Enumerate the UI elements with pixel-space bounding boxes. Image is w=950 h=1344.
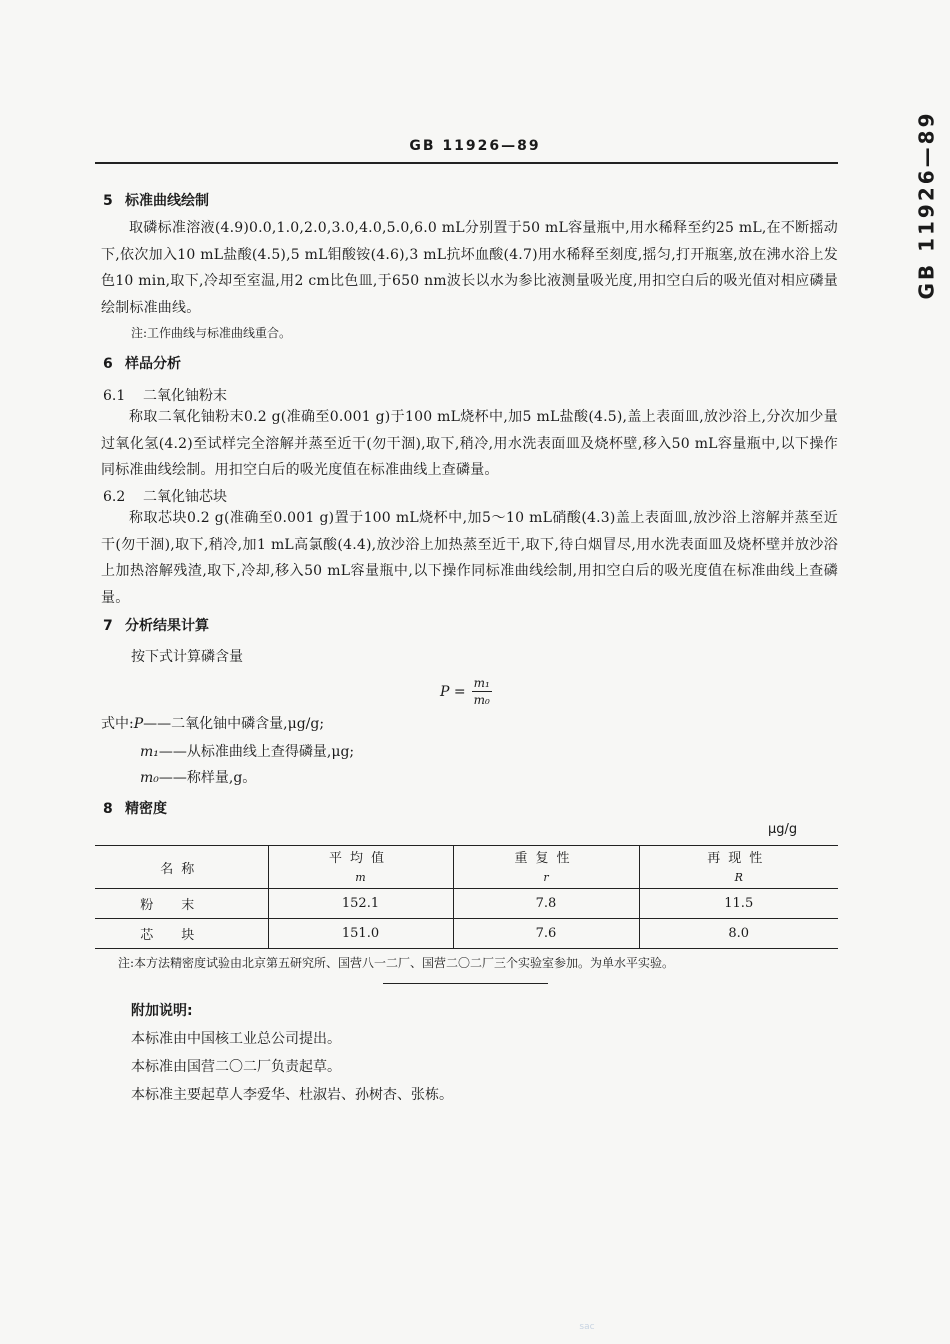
section-6-1-heading (103, 385, 227, 405)
section-6-number: 6 (103, 356, 113, 372)
section-7-intro: 按下式计算磷含量 (131, 649, 243, 665)
table-note: 注:本方法精密度试验由北京第五研究所、国营八一二厂、国营二〇二厂三个实验室参加。为单水平实验。 (118, 956, 675, 970)
section-7-title: 分析结果计算 (125, 618, 209, 634)
header-rule (95, 162, 838, 164)
row-reproducibility: 8.0 (639, 919, 838, 949)
col-header-reproducibility: 再现性 (639, 846, 838, 867)
section-6-2-heading (103, 486, 227, 506)
row-name: 芯块 (95, 919, 268, 949)
section-8-heading (103, 798, 167, 818)
row-repeatability: 7.6 (453, 919, 639, 949)
footer-rule (383, 983, 548, 984)
row-reproducibility: 11.5 (639, 889, 838, 919)
section-6-heading (103, 353, 181, 373)
col-header-name: 名称 (95, 846, 268, 889)
symbol-m1: m₁ (140, 744, 159, 760)
section-6-1-number: 6.1 (103, 388, 126, 404)
section-7-heading (103, 615, 209, 635)
symbol-p: P (133, 716, 144, 732)
row-name: 粉末 (95, 889, 268, 919)
side-standard-code (907, 110, 947, 300)
appendix (131, 997, 453, 1109)
col-symbol-R: R (639, 866, 838, 889)
col-symbol-m: m (268, 866, 453, 889)
section-8-title: 精密度 (125, 801, 167, 817)
symbol-p-desc: ——二氧化铀中磷含量,μg/g; (143, 716, 325, 732)
col-symbol-r: r (453, 866, 639, 889)
section-6-2-number: 6.2 (103, 489, 126, 505)
appendix-line-2: 本标准由国营二〇二厂负责起草。 (131, 1059, 341, 1075)
where-line-m1 (140, 741, 354, 761)
precision-table (95, 845, 838, 949)
section-8-number: 8 (103, 801, 113, 817)
where-lead: 式中: (101, 716, 134, 732)
formula-lhs: P = (440, 683, 466, 700)
table-row (95, 889, 838, 919)
watermark: sac (579, 1322, 595, 1332)
section-5-number: 5 (103, 193, 113, 209)
appendix-title: 附加说明: (131, 1003, 193, 1019)
section-5-paragraph: 取磷标准溶液(4.9)0.0,1.0,2.0,3.0,4.0,5.0,6.0 mL分别置于50 mL容量瓶中,用水稀释至约25 mL,在不断摇动下,依次加入10 mL盐酸(4.5),5 mL钼酸铵(4.6),3 mL抗坏血酸(4.7)用水稀释至刻度,摇匀,打开瓶塞,放在沸水浴上发色10 min,取下,冷却至室温,用2 cm比色皿,于650 nm波长以水为参比液测量吸光度,用扣空白后的吸光值对相应磷量绘制标准曲线。 (101, 220, 838, 316)
where-line-m0 (140, 767, 256, 787)
section-5-note: 注:工作曲线与标准曲线重合。 (131, 326, 292, 340)
appendix-line-1: 本标准由中国核工业总公司提出。 (131, 1031, 341, 1047)
col-header-mean: 平均值 (268, 846, 453, 867)
section-6-2-paragraph: 称取芯块0.2 g(准确至0.001 g)置于100 mL烧杯中,加5～10 mL硝酸(4.3)盖上表面皿,放沙浴上溶解并蒸至近干(勿干涸),取下,稍冷,加1 mL高氯酸(4.4),放沙浴上加热蒸至近干,取下,待白烟冒尽,用水洗表面皿及烧杯壁并放沙浴上加热溶解残渣,取下,冷却,移入50 mL容量瓶中,以下操作同标准曲线绘制,用扣空白后的吸光度值在标准曲线上查磷量。 (101, 510, 838, 606)
table-unit: μg/g (768, 822, 798, 837)
row-repeatability: 7.8 (453, 889, 639, 919)
row-mean: 152.1 (268, 889, 453, 919)
col-header-repeatability: 重复性 (453, 846, 639, 867)
side-standard-code-text: GB 11926—89 (915, 110, 940, 300)
section-6-1-title: 二氧化铀粉末 (143, 388, 227, 404)
where-line-p (101, 713, 324, 733)
symbol-m1-desc: ——从标准曲线上查得磷量,μg; (158, 744, 355, 760)
symbol-m0: m₀ (140, 770, 159, 786)
section-6-title: 样品分析 (125, 356, 181, 372)
section-7-number: 7 (103, 618, 113, 634)
formula (440, 676, 492, 707)
row-mean: 151.0 (268, 919, 453, 949)
formula-numerator: m₁ (473, 676, 490, 690)
formula-denominator: m₀ (473, 693, 490, 707)
formula-fraction (472, 676, 492, 707)
table-row (95, 919, 838, 949)
section-5-title: 标准曲线绘制 (125, 193, 209, 209)
section-5-heading (103, 190, 209, 210)
section-6-1-paragraph: 称取二氧化铀粉末0.2 g(准确至0.001 g)于100 mL烧杯中,加5 mL盐酸(4.5),盖上表面皿,放沙浴上,分次加少量过氧化氢(4.2)至试样完全溶解并蒸至近干(勿干涸),取下,稍冷,用水洗表面皿及烧杯壁,移入50 mL容量瓶中,以下操作同标准曲线绘制。用扣空白后的吸光度值在标准曲线上查磷量。 (101, 409, 838, 479)
standard-code-header: GB 11926—89 (409, 138, 541, 154)
symbol-m0-desc: ——称样量,g。 (158, 770, 257, 786)
section-6-2-title: 二氧化铀芯块 (143, 489, 227, 505)
appendix-line-3: 本标准主要起草人李爱华、杜淑岩、孙树杏、张栋。 (131, 1087, 453, 1103)
